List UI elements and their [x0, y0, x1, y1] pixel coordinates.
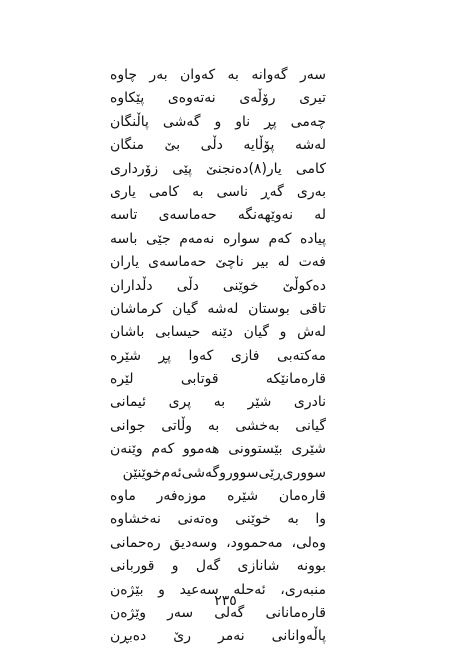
poem-body — [110, 64, 326, 649]
verse-line: سووری‌ڕێی‌سووروگەشی‌ئەم‌خوێنێن — [122, 464, 326, 481]
verse-line: منبەری، ئەحلە سەعید و بێژەن — [110, 581, 326, 598]
verse-line: بەری گەڕ ناسی بە کامی یاری — [110, 183, 326, 200]
verse-line: لە نەوێهەنگە حەماسەی تاسە — [110, 207, 326, 224]
verse-line: قارەمانێکە قوتابی لێرە — [110, 371, 326, 388]
verse-line: شێری بێستوونی هەموو کەم وێنەن — [110, 441, 326, 458]
verse-line: وەلی، مەحموود، وسەدیق رەحمانی — [110, 534, 326, 551]
verse-line: سەر گەوانە بە کەوان بەر چاوە — [110, 67, 326, 83]
verse-line: قارەمان شێرە موزەفەر ماوە — [110, 488, 326, 505]
verse-line: پاڵەوانانی نەمر رێ دەبڕن — [110, 628, 326, 645]
verse-line: وا بە خوێنی وەتەنی نەخشاوە — [110, 511, 326, 528]
verse-line: تاقی بوستان لەشە گیان کرماشان — [110, 300, 326, 317]
verse-line: پیادە کەم سوارە نەمەم جێی باسە — [110, 230, 326, 247]
verse-line: نادری شێر بە پری ئیمانی — [110, 394, 326, 411]
verse-line: کامی یار(۸)دەنجنێ پێی زۆرداری — [110, 160, 326, 177]
verse-line: تیری رۆڵەی نەتەوەی پێکاوە — [110, 90, 326, 107]
verse-line: گیانی بەخشی بە وڵاتی جوانی — [110, 417, 326, 434]
verse-line: لەشە پۆڵایە دڵی بێ منگان — [110, 137, 326, 154]
verse-line: چەمی پڕ ناو و گەشی پاڵنگان — [110, 113, 326, 130]
verse-line: بوونە شانازی گەل و قوربانی — [110, 558, 326, 575]
verse-line: مەکتەبی فازی کەوا پڕ شێرە — [110, 347, 326, 364]
verse-line: قارەمانانی گەلی سەر وێژەن — [110, 604, 326, 621]
verse-line: فەت لە بیر ناچێ حەماسەی یاران — [110, 254, 326, 271]
verse-line: دەکوڵێ خوێنی دڵی دڵداران — [110, 277, 326, 294]
verse-line: لەش و گیان دێنە حیسابی باشان — [110, 324, 326, 341]
page-number: ٢٣٥ — [214, 593, 237, 609]
